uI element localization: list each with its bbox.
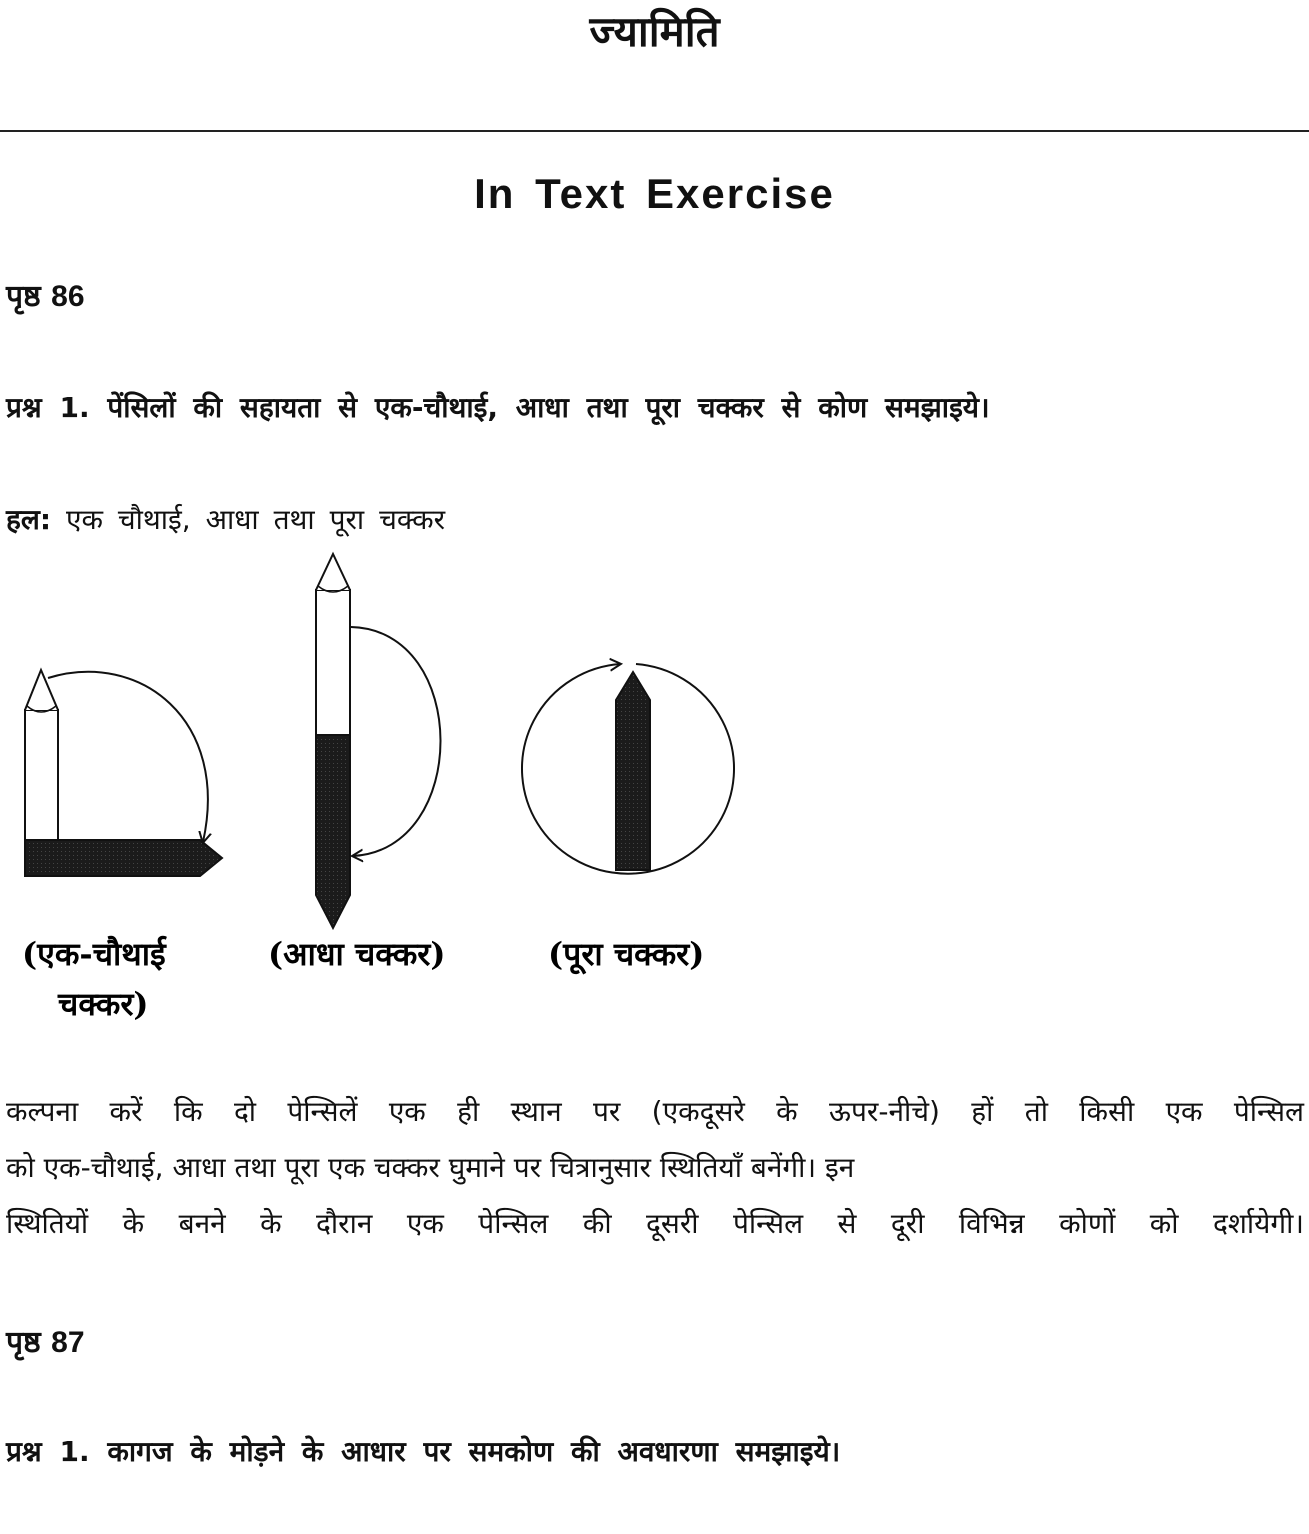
vertical-pencil-icon <box>25 670 58 840</box>
answer <box>6 500 445 538</box>
caption-full-turn: (पूरा चक्कर) <box>548 935 705 973</box>
question-1-page-87: प्रश्न 1. कागज के मोड़ने के आधार पर समकोण की अवधारणा समझाइये। <box>6 1435 841 1468</box>
half-turn-drawing <box>316 554 441 928</box>
downward-pencil-icon <box>316 735 350 928</box>
caption-quarter-turn-line1: (एक-चौथाई <box>22 935 166 973</box>
page-title: ज्यामिति <box>589 7 720 56</box>
half-turn-arrow <box>351 627 441 856</box>
title-divider <box>0 130 1309 132</box>
paragraph-line-2: को एक-चौथाई, आधा तथा पूरा एक चक्कर घुमाने पर चित्रानुसार स्थितियाँ बनेंगी। इन <box>6 1151 855 1184</box>
page-number: 87 <box>51 1326 85 1359</box>
paragraph-line-1: कल्पना करें कि दो पेन्सिलें एक ही स्थान पर (एकदूसरे के ऊपर-नीचे) हों तो किसी एक पेन्सिल <box>6 1095 1304 1128</box>
answer-label: हल: <box>6 503 52 536</box>
section-subtitle: In Text Exercise <box>474 170 835 217</box>
caption-half-turn: (आधा चक्कर) <box>268 935 446 973</box>
horizontal-pencil-icon <box>25 840 222 876</box>
page-label-87 <box>6 1320 85 1361</box>
paragraph-line-3: स्थितियों के बनने के दौरान एक पेन्सिल की दूसरी पेन्सिल से दूरी विभिन्न कोणों को दर्शायेगी। <box>6 1207 1304 1240</box>
page-word: पृष्ठ <box>6 1325 41 1360</box>
page-number: 86 <box>51 280 85 313</box>
upright-pencil-icon <box>316 554 350 735</box>
caption-quarter-turn-line2: चक्कर) <box>58 985 149 1023</box>
explanation-paragraph <box>6 1084 1304 1252</box>
quarter-turn-arrow <box>48 672 208 842</box>
answer-text: एक चौथाई, आधा तथा पूरा चक्कर <box>65 503 446 536</box>
question-1-page-86: प्रश्न 1. पेंसिलों की सहायता से एक-चौथाई, आधा तथा पूरा चक्कर से कोण समझाइये। <box>6 391 990 424</box>
page-word: पृष्ठ <box>6 279 41 314</box>
full-turn-pencil-icon <box>616 672 650 870</box>
full-turn-drawing <box>522 664 734 874</box>
quarter-turn-drawing <box>25 670 222 876</box>
page-label-86 <box>6 274 85 315</box>
angle-figure <box>0 550 800 1040</box>
